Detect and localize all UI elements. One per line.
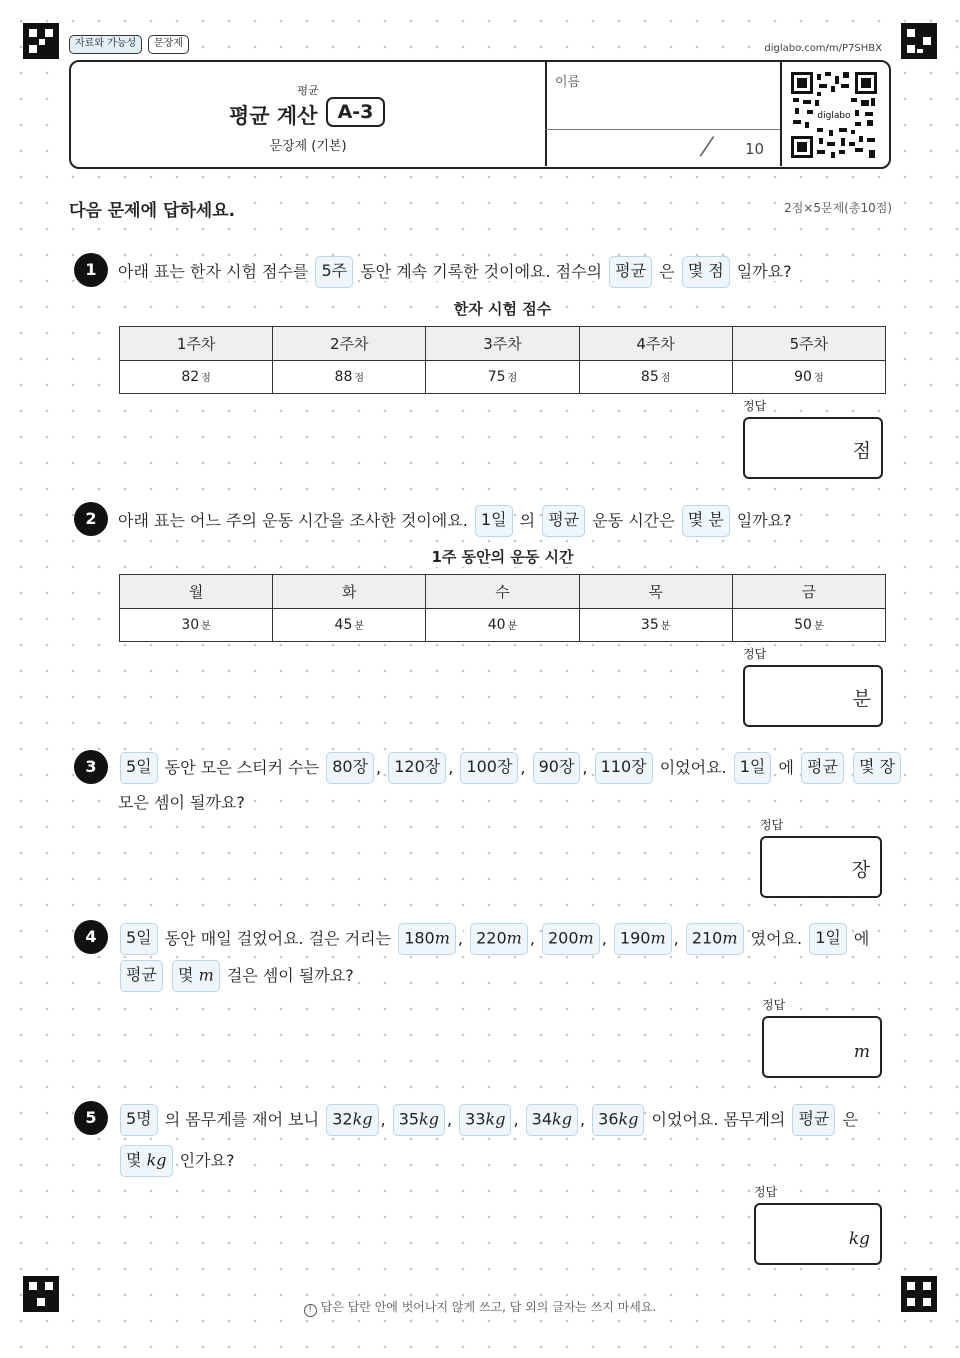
q1-score-table — [119, 326, 886, 394]
header-category: 평균 — [297, 84, 319, 97]
unit: kg — [552, 1109, 572, 1129]
cell-unit: 점 — [507, 373, 518, 384]
table-cell — [426, 361, 579, 394]
q4-answer-box[interactable] — [762, 1016, 882, 1078]
name-field-label: 이름 — [555, 75, 581, 90]
question-3-text: 5일 동안 모은 스티커 수는 80장 , 120장 , 100장 , 90장 , 110장 이었어요. 1일 에 평균 몇 장 — [118, 752, 903, 784]
cell-unit: 점 — [201, 373, 211, 384]
value: 180 — [404, 928, 435, 948]
q2-text: 운동 시간은 — [592, 511, 675, 530]
q2-table-title: 1주 동안의 운동 시간 — [420, 546, 585, 567]
q4-value-chip — [686, 923, 744, 955]
value: 35 — [398, 1109, 420, 1129]
cell-value: 85 — [640, 369, 659, 385]
unit: kg — [485, 1109, 506, 1129]
q4-chip-day: 1일 — [809, 923, 847, 955]
table-header-cell: 1주차 — [120, 327, 273, 361]
q4-chip-days: 5일 — [120, 923, 158, 955]
q5-value-chip — [459, 1104, 511, 1136]
q1-answer-box[interactable] — [743, 417, 883, 479]
q5-value-chip — [526, 1104, 578, 1136]
value: 200 — [548, 928, 579, 948]
question-number-badge: 1 — [74, 253, 108, 287]
q3-text: 모은 셈이 될까요? — [118, 792, 245, 812]
unit: m — [722, 928, 738, 948]
q1-chip-average: 평균 — [609, 256, 652, 288]
question-3-text-line2 — [118, 789, 245, 816]
footer-note — [304, 1300, 657, 1314]
cell-value: 75 — [487, 369, 506, 385]
info-icon: ! — [304, 1304, 317, 1317]
q2-chip-how-many: 몇 분 — [682, 505, 730, 537]
q4-text: 걸은 셈이 될까요? — [226, 966, 354, 985]
table-row — [120, 609, 886, 642]
q2-exercise-table — [119, 574, 886, 642]
header-divider — [545, 62, 547, 166]
unit: m — [506, 928, 522, 948]
unit: m — [198, 965, 214, 985]
cell-unit: 점 — [813, 373, 824, 384]
q5-value-chip — [393, 1104, 445, 1136]
q3-value-chip: 80장 — [326, 752, 374, 784]
answer-label: 정답 — [754, 1185, 778, 1199]
cell-unit: 분 — [507, 621, 518, 632]
table-header-cell: 5주차 — [732, 327, 885, 361]
cell-value: 88 — [334, 369, 353, 385]
answer-label: 정답 — [760, 818, 784, 832]
table-header-cell: 금 — [732, 575, 885, 609]
table-cell — [426, 609, 579, 642]
q5-text: 의 몸무게를 재어 보니 — [164, 1110, 320, 1129]
answer-unit: kg — [848, 1229, 870, 1249]
q3-value-chip: 120장 — [388, 752, 446, 784]
unit: m — [434, 928, 450, 948]
q1-chip-weeks: 5주 — [315, 256, 353, 288]
cell-unit: 점 — [354, 373, 365, 384]
page-title: 평균 계산 — [229, 104, 318, 128]
cell-unit: 분 — [354, 621, 365, 632]
q3-value-chip: 90장 — [533, 752, 581, 784]
answer-label: 정답 — [743, 399, 767, 413]
table-header-cell: 2주차 — [273, 327, 426, 361]
q4-value-chip — [614, 923, 672, 955]
q4-chip-how-many — [172, 960, 220, 992]
cell-value: 90 — [794, 369, 812, 385]
value: 210 — [691, 928, 723, 948]
worksheet-url[interactable]: diglabo.com/m/P7SHBX — [764, 43, 882, 54]
q1-text: 은 — [659, 262, 675, 281]
topic-tag: 자료와 가능성 — [69, 35, 142, 54]
question-2-text — [118, 505, 792, 537]
answer-unit: m — [853, 1042, 870, 1062]
q3-chip-days: 5일 — [120, 752, 158, 784]
value: 32 — [332, 1109, 353, 1129]
cell-value: 30 — [181, 617, 200, 633]
q1-text: 동안 계속 기록한 것이에요. 점수의 — [360, 262, 603, 281]
cell-unit: 분 — [813, 621, 824, 632]
answer-unit: 분 — [852, 688, 871, 710]
q4-value-chip — [398, 923, 456, 955]
q3-text: 동안 모은 스티커 수는 — [164, 758, 320, 777]
q5-answer-box[interactable] — [754, 1203, 882, 1265]
q5-text: 이었어요. 몸무게의 — [651, 1110, 786, 1129]
cell-value: 50 — [794, 617, 812, 633]
unit: m — [650, 928, 666, 948]
instruction-text: 다음 문제에 답하세요. — [69, 196, 235, 221]
q4-text: 에 — [853, 929, 870, 948]
q5-value-chip — [592, 1104, 644, 1136]
q3-text: 에 — [778, 758, 794, 777]
answer-unit: 장 — [851, 859, 870, 881]
q3-chip-average: 평균 — [801, 752, 844, 784]
unit: kg — [352, 1109, 373, 1129]
header-divider — [780, 62, 782, 166]
question-1-text — [118, 256, 792, 288]
table-row — [120, 361, 886, 394]
qr-code-icon — [791, 72, 877, 158]
cell-value: 45 — [334, 617, 353, 633]
table-header-cell: 3주차 — [426, 327, 579, 361]
cell-value: 82 — [181, 369, 200, 385]
question-4-text-line2 — [118, 960, 354, 992]
table-cell — [273, 361, 426, 394]
value: 190 — [619, 928, 651, 948]
q5-chip-average: 평균 — [792, 1104, 835, 1136]
q2-text: 의 — [519, 511, 536, 530]
cell-value: 40 — [487, 617, 506, 633]
question-number-badge: 3 — [74, 750, 108, 784]
q2-chip-average: 평균 — [542, 505, 585, 537]
q3-chip-day: 1일 — [734, 752, 772, 784]
worksheet-code-badge: A-3 — [326, 97, 385, 127]
q3-value-chip: 110장 — [595, 752, 653, 784]
unit: kg — [146, 1150, 167, 1170]
header-subtitle: 문장제 (기본) — [269, 139, 347, 154]
score-total: 10 — [745, 140, 765, 158]
question-number-badge: 2 — [74, 502, 108, 536]
table-cell — [732, 609, 885, 642]
q2-answer-box[interactable] — [743, 665, 883, 727]
value: 220 — [476, 928, 507, 948]
table-header-row — [120, 327, 886, 361]
q1-text: 아래 표는 한자 시험 점수를 — [118, 262, 309, 281]
table-header-cell: 월 — [120, 575, 273, 609]
q3-value-chip: 100장 — [460, 752, 518, 784]
table-header-row — [120, 575, 886, 609]
q5-value-chip — [326, 1104, 378, 1136]
q1-text: 일까요? — [736, 262, 792, 281]
question-number-badge: 5 — [74, 1101, 108, 1135]
value: 36 — [598, 1109, 619, 1129]
question-5-text-line2 — [118, 1145, 234, 1177]
score-slash: / — [697, 132, 717, 160]
q5-chip-how-many — [120, 1145, 173, 1177]
cell-value: 35 — [640, 617, 659, 633]
q4-text: 였어요. — [750, 929, 803, 948]
q2-chip-day: 1일 — [475, 505, 513, 537]
question-5-text: 5명 의 몸무게를 재어 보니 32kg , 35kg , 33kg , 34kg , 36kg 이었어요. 몸무게의 평균 은 — [118, 1104, 858, 1136]
question-4-text: 5일 동안 매일 걸었어요. 걸은 거리는 180m , 220m , 200m , 190m , 210m 였어요. 1일 에 — [118, 923, 869, 955]
q3-answer-box[interactable] — [760, 836, 882, 898]
qr-label: diglabo — [817, 111, 851, 121]
unit: kg — [419, 1109, 439, 1129]
chip-text: 몇 — [178, 965, 194, 985]
table-cell — [273, 609, 426, 642]
type-tag: 문장제 — [148, 35, 189, 54]
answer-label: 정답 — [743, 647, 767, 661]
q2-text: 일까요? — [736, 511, 792, 530]
value: 34 — [531, 1109, 553, 1129]
corner-marker-top-left — [23, 23, 59, 59]
unit: kg — [618, 1109, 639, 1129]
table-header-cell: 목 — [579, 575, 732, 609]
footer-text: 답은 답란 안에 벗어나지 않게 쓰고, 답 외의 글자는 쓰지 마세요. — [320, 1300, 657, 1314]
question-number-badge: 4 — [74, 920, 108, 954]
corner-marker-top-right — [901, 23, 937, 59]
value: 33 — [465, 1109, 486, 1129]
table-header-cell: 화 — [273, 575, 426, 609]
q4-value-chip — [542, 923, 600, 955]
table-header-cell: 4주차 — [579, 327, 732, 361]
q2-text: 아래 표는 어느 주의 운동 시간을 조사한 것이에요. — [118, 511, 468, 530]
unit: m — [578, 928, 594, 948]
cell-unit: 점 — [660, 373, 671, 384]
table-cell — [579, 609, 732, 642]
table-cell — [579, 361, 732, 394]
q4-value-chip — [470, 923, 528, 955]
q3-chip-how-many: 몇 장 — [853, 752, 901, 784]
cell-unit: 분 — [201, 621, 211, 632]
q1-chip-how-many: 몇 점 — [682, 256, 730, 288]
chip-text: 몇 — [126, 1150, 142, 1170]
table-cell — [120, 609, 273, 642]
q5-chip-people: 5명 — [120, 1104, 158, 1136]
answer-label: 정답 — [762, 998, 786, 1012]
q1-table-title: 한자 시험 점수 — [440, 298, 565, 319]
table-header-cell: 수 — [426, 575, 579, 609]
q4-text: 동안 매일 걸었어요. 걸은 거리는 — [164, 929, 392, 948]
answer-unit: 점 — [852, 440, 871, 462]
q4-chip-average: 평균 — [120, 960, 163, 992]
table-cell — [732, 361, 885, 394]
footer — [0, 1298, 960, 1317]
q3-text: 이었어요. — [659, 758, 727, 777]
table-cell — [120, 361, 273, 394]
worksheet-header — [69, 60, 891, 169]
q5-text: 인가요? — [179, 1151, 235, 1170]
header-divider — [545, 129, 780, 130]
points-info: 2점×5문제(총10점) — [784, 201, 892, 215]
cell-unit: 분 — [660, 621, 671, 632]
q5-text: 은 — [842, 1110, 858, 1129]
